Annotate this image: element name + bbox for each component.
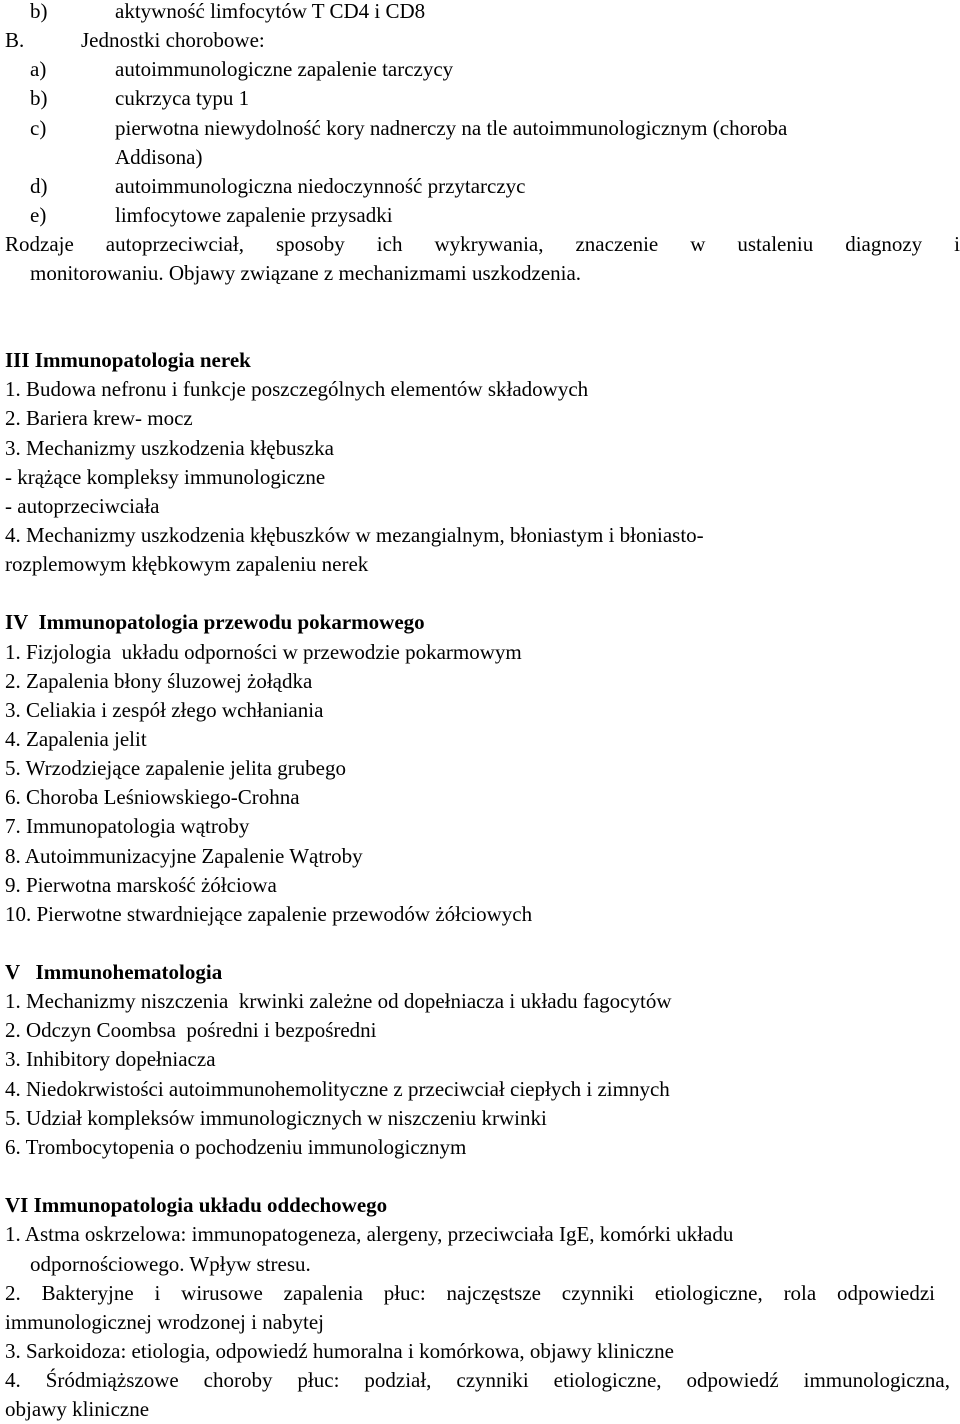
section-line: 10. Pierwotne stwardniejące zapalenie przewodów żółciowych [5, 902, 533, 926]
section-title-V: V Immunohematologia [5, 960, 223, 984]
list-item-a [30, 55, 453, 84]
section-line: odpornościowego. Wpływ stresu. [30, 1252, 311, 1276]
section-line: 7. Immunopatologia wątroby [5, 814, 250, 838]
section-line: 2. Bakteryjne i wirusowe zapalenia płuc: najczęstsze czynniki etiologiczne, rola odpowiedzi [5, 1281, 935, 1305]
section-line: 5. Udział kompleksów immunologicznych w niszczeniu krwinki [5, 1106, 547, 1130]
list-text: limfocytowe zapalenie przysadki [115, 203, 393, 227]
list-item-d [30, 172, 526, 201]
rodzaje-line-2: monitorowaniu. Objawy związane z mechanizmami uszkodzenia. [30, 261, 582, 285]
section-line: 1. Mechanizmy niszczenia krwinki zależne od dopełniacza i układu fagocytów [5, 989, 672, 1013]
list-item-c-cont: Addisona) [115, 145, 203, 169]
section-line: - krążące kompleksy immunologiczne [5, 465, 326, 489]
list-item-e [30, 201, 393, 230]
section-line: objawy kliniczne [5, 1397, 150, 1421]
section-line: 2. Zapalenia błony śluzowej żołądka [5, 669, 313, 693]
list-text: autoimmunologiczne zapalenie tarczycy [115, 57, 454, 81]
list-text: autoimmunologiczna niedoczynność przytarczyc [115, 174, 526, 198]
list-text: cukrzyca typu 1 [115, 86, 250, 110]
section-line: 4. Zapalenia jelit [5, 727, 147, 751]
section-line: 1. Budowa nefronu i funkcje poszczególnych elementów składowych [5, 377, 589, 401]
list-item-b [30, 0, 425, 26]
section-line: 1. Fizjologia układu odporności w przewodzie pokarmowym [5, 640, 522, 664]
list-label: B. [5, 28, 25, 52]
list-label: b) [30, 86, 48, 110]
section-line: rozplemowym kłębkowym zapaleniu nerek [5, 552, 369, 576]
list-label: c) [30, 116, 47, 140]
section-line: immunologicznej wrodzonej i nabytej [5, 1310, 324, 1334]
section-line: 2. Odczyn Coombsa pośredni i bezpośredni [5, 1018, 377, 1042]
section-line: 3. Inhibitory dopełniacza [5, 1047, 216, 1071]
section-line: 8. Autoimmunizacyjne Zapalenie Wątroby [5, 844, 363, 868]
section-line: 2. Bariera krew- mocz [5, 406, 193, 430]
list-label: d) [30, 174, 48, 198]
section-line: 5. Wrzodziejące zapalenie jelita grubego [5, 756, 347, 780]
section-title-III: III Immunopatologia nerek [5, 348, 251, 372]
section-title-IV: IV Immunopatologia przewodu pokarmowego [5, 610, 425, 634]
section-line: 4. Mechanizmy uszkodzenia kłębuszków w mezangialnym, błoniastym i błoniasto- [5, 523, 704, 547]
list-item-b2 [30, 84, 249, 113]
section-title-VI: VI Immunopatologia układu oddechowego [5, 1193, 388, 1217]
section-line: 6. Trombocytopenia o pochodzeniu immunologicznym [5, 1135, 467, 1159]
section-line: 6. Choroba Leśniowskiego-Crohna [5, 785, 300, 809]
list-text: pierwotna niewydolność kory nadnerczy na tle autoimmunologicznym (choroba [115, 116, 788, 140]
section-line: 3. Sarkoidoza: etiologia, odpowiedź humoralna i komórkowa, objawy kliniczne [5, 1339, 674, 1363]
list-item-c [30, 114, 787, 143]
section-line: 9. Pierwotna marskość żółciowa [5, 873, 277, 897]
list-item-B [5, 26, 265, 55]
list-text: Jednostki chorobowe: [81, 28, 265, 52]
list-label: a) [30, 57, 47, 81]
list-label: e) [30, 203, 47, 227]
section-line: - autoprzeciwciała [5, 494, 160, 518]
section-line: 4. Śródmiąższowe choroby płuc: podział, czynniki etiologiczne, odpowiedź immunologiczna, [5, 1368, 950, 1392]
list-text: aktywność limfocytów T CD4 i CD8 [115, 0, 426, 23]
section-line: 3. Mechanizmy uszkodzenia kłębuszka [5, 436, 334, 460]
list-label: b) [30, 0, 48, 23]
section-line: 3. Celiakia i zespół złego wchłaniania [5, 698, 324, 722]
section-line: 1. Astma oskrzelowa: immunopatogeneza, alergeny, przeciwciała IgE, komórki układu [5, 1222, 734, 1246]
rodzaje-line-1: Rodzaje autoprzeciwciał, sposoby ich wykrywania, znaczenie w ustaleniu diagnozy i [5, 232, 960, 256]
section-line: 4. Niedokrwistości autoimmunohemolityczne z przeciwciał ciepłych i zimnych [5, 1077, 670, 1101]
